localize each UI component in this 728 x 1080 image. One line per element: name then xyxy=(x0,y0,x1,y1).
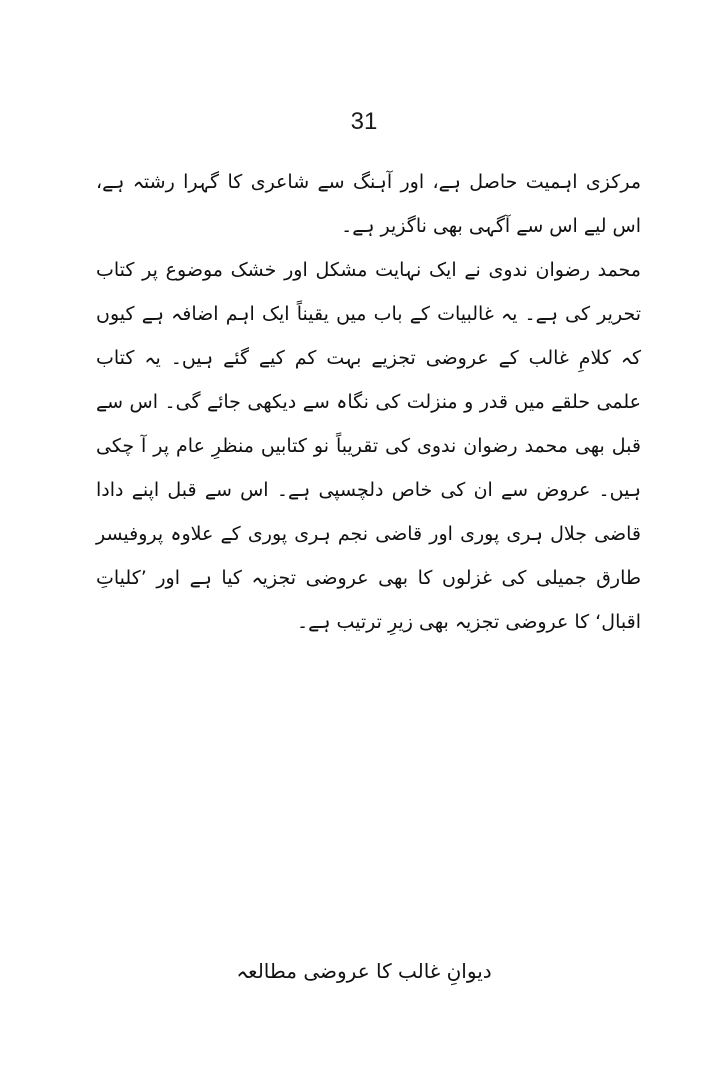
paragraph-2: محمد رضوان ندوی نے ایک نہایت مشکل اور خشک موضوع پر کتاب تحریر کی ہے۔ یہ غالبیات کے باب میں یقیناً ایک اہم اضافہ ہے کیوں کہ کلامِ غالب کے عروضی تجزیے بہت کم کیے گئے ہیں۔ یہ کتاب علمی حلقے میں قدر و منزلت کی نگاہ سے دیکھی جائے گی۔ اس سے قبل بھی محمد رضوان ندوی کی تقریباً نو کتابیں منظرِ عام پر آ چکی ہیں۔ عروض سے ان کی خاص دلچسپی ہے۔ اس سے قبل اپنے دادا قاضی جلال ہری پوری اور قاضی نجم ہری پوری کے علاوہ پروفیسر طارق جمیلی کی غزلوں کا بھی عروضی تجزیہ کیا ہے اور ’کلیاتِ اقبال‘ کا عروضی تجزیہ بھی زیرِ ترتیب ہے۔ xyxy=(96,259,641,633)
page-number: 31 xyxy=(350,108,378,135)
running-footer-title: دیوانِ غالب کا عروضی مطالعہ xyxy=(236,959,492,983)
body-text xyxy=(96,160,641,644)
paragraph-1: مرکزی اہمیت حاصل ہے، اور آہنگ سے شاعری کا گہرا رشتہ ہے، اس لیے اس سے آگہی بھی ناگزیر ہے۔ xyxy=(96,171,641,237)
